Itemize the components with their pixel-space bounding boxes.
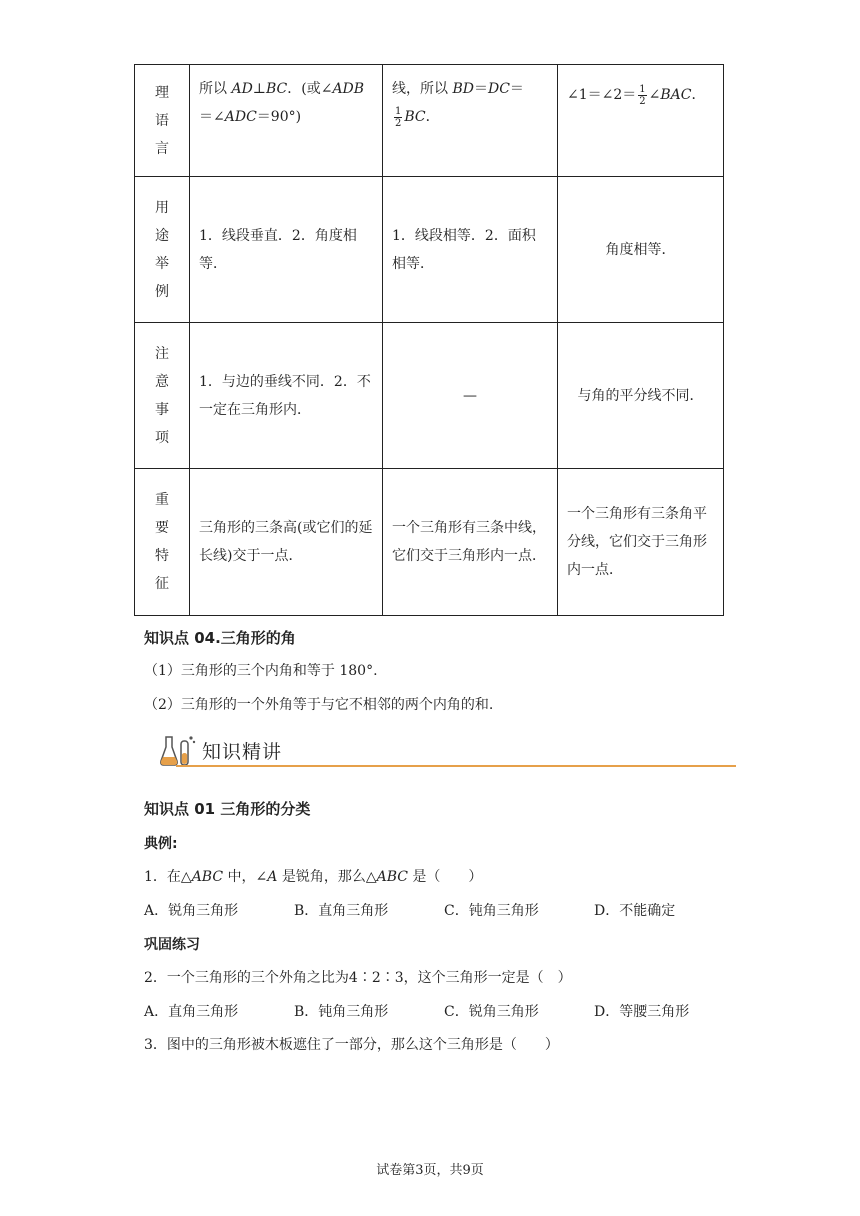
row-header: 理 语 言 <box>135 65 190 177</box>
kp04-item-1: （1）三角形的三个内角和等于 180°. <box>144 663 378 679</box>
table-row <box>135 65 724 177</box>
table-cell: 线，所以 BD＝DC＝ $\frac{1}{2}$ BC． <box>383 65 558 177</box>
choice-d[interactable]: D．等腰三角形 <box>594 1004 690 1020</box>
table-cell: 三角形的三条高(或它们的延长线)交于一点． <box>190 469 383 616</box>
row-header: 注 意 事 项 <box>135 323 190 469</box>
choice-a[interactable]: A．锐角三角形 <box>144 903 239 919</box>
table-cell: 一个三角形有三条中线，它们交于三角形内一点． <box>383 469 558 616</box>
question-1: 1．在△ABC 中，∠A 是锐角，那么△ABC 是（ ） <box>144 869 483 885</box>
table-cell: 一个三角形有三条角平分线，它们交于三角形内一点． <box>558 469 724 616</box>
section-title-kp04: 知识点 04.三角形的角 <box>144 629 296 647</box>
row-header: 用 途 举 例 <box>135 177 190 323</box>
choice-b[interactable]: B．直角三角形 <box>294 903 389 919</box>
table-cell: ∠1＝∠2＝ $\frac{1}{2}$ ∠BAC． <box>558 65 724 177</box>
choice-b[interactable]: B．钝角三角形 <box>294 1004 389 1020</box>
choice-c[interactable]: C．钝角三角形 <box>444 903 539 919</box>
banner-divider <box>176 765 736 767</box>
table-cell: 1．线段垂直．2．角度相等． <box>190 177 383 323</box>
kp04-item-2: （2）三角形的一个外角等于与它不相邻的两个内角的和. <box>144 697 494 713</box>
table-cell: 1．线段相等．2．面积相等． <box>383 177 558 323</box>
section-title-kp01: 知识点 01 三角形的分类 <box>144 800 311 818</box>
section-banner <box>158 733 736 769</box>
table-cell: — <box>383 323 558 469</box>
table-cell: 与角的平分线不同． <box>558 323 724 469</box>
page-footer: 试卷第3页，共9页 <box>376 1163 484 1178</box>
fraction: $\frac{1}{2}$ <box>639 83 646 107</box>
choice-c[interactable]: C．锐角三角形 <box>444 1004 539 1020</box>
table-row <box>135 323 724 469</box>
row-header: 重 要 特 征 <box>135 469 190 616</box>
table-cell: 所以 AD⊥BC．(或∠ADB＝∠ADC＝90°) <box>190 65 383 177</box>
choice-a[interactable]: A．直角三角形 <box>144 1004 239 1020</box>
practice-label: 巩固练习 <box>144 937 200 953</box>
fraction: $\frac{1}{2}$ <box>395 105 402 129</box>
question-3: 3．图中的三角形被木板遮住了一部分，那么这个三角形是（ ） <box>144 1037 559 1053</box>
choice-d[interactable]: D．不能确定 <box>594 903 676 919</box>
table-row <box>135 469 724 616</box>
table-cell: 1．与边的垂线不同．2．不一定在三角形内． <box>190 323 383 469</box>
flask-icon <box>158 733 198 769</box>
question-2: 2．一个三角形的三个外角之比为4∶2∶3，这个三角形一定是（ ） <box>144 970 572 986</box>
table-cell: 角度相等． <box>558 177 724 323</box>
concept-table <box>134 64 724 616</box>
example-label: 典例: <box>144 836 178 852</box>
banner-title: 知识精讲 <box>202 741 283 763</box>
question-1-choices <box>144 900 675 920</box>
table-row <box>135 177 724 323</box>
question-2-choices <box>144 1001 689 1021</box>
